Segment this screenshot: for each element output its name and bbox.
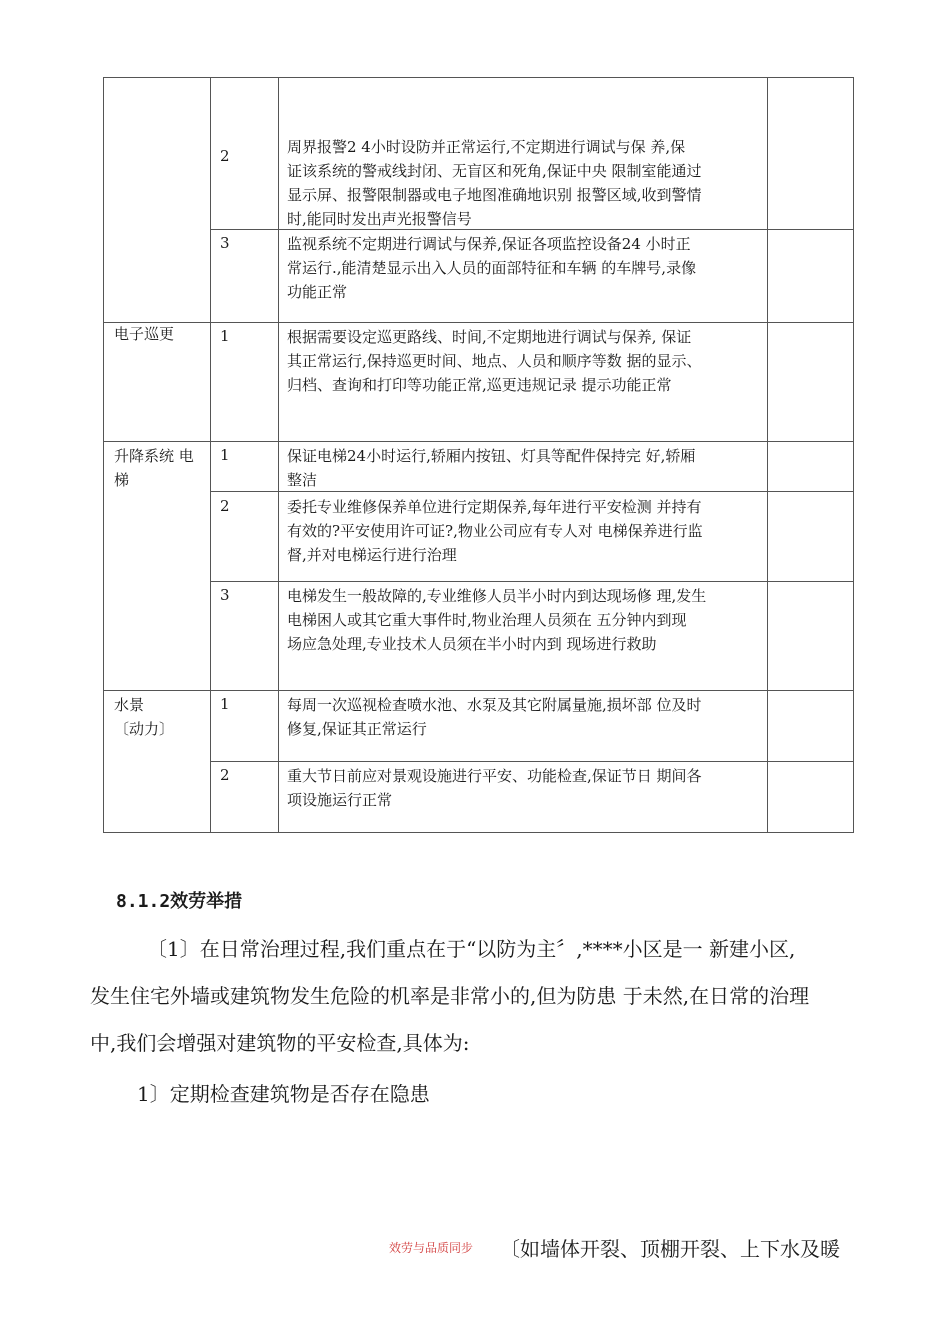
row-content: 每周一次巡视检查喷水池、水泵及其它附属量施,损坏部 位及时 修复,保证其正常运行	[287, 696, 702, 738]
row-number: 1	[220, 695, 230, 713]
row-divider	[103, 690, 854, 691]
table-border-left	[103, 77, 104, 833]
row-number: 2	[220, 147, 230, 165]
column-divider	[278, 77, 279, 833]
row-number: 2	[220, 497, 230, 515]
row-content: 周界报警2 4小时设防并正常运行,不定期进行调试与保 养,保 证该系统的警戒线封闭、无盲区和死角,保证中央 限制室能通过 显示屏、报警限制器或电子地图准确地识别 报警区域,收到警情 时,能同时发出声光报警信号	[287, 138, 702, 228]
table-border-top	[103, 77, 854, 78]
table-border-bottom	[103, 832, 854, 833]
service-standards-table	[103, 77, 854, 833]
row-category: 电子巡更	[114, 325, 175, 343]
row-content: 监视系统不定期进行调试与保养,保证各项监控设备24 小时正 常运行.,能清楚显示出入人员的面部特征和车辆 的车牌号,录像 功能正常	[287, 235, 697, 301]
row-divider	[103, 322, 854, 323]
row-content: 重大节日前应对景观设施进行平安、功能检查,保证节日 期间各 项设施运行正常	[287, 767, 702, 809]
table-border-right	[853, 77, 854, 833]
list-item: 1〕定期检查建筑物是否存在隐患	[137, 1082, 430, 1106]
row-divider	[103, 441, 854, 442]
row-content: 电梯发生一般故障的,专业维修人员半小时内到达现场修 理,发生 电梯困人或其它重大事件时,物业治理人员须在 五分钟内到现 场应急处理,专业技术人员须在半小时内到 现场进行救助	[287, 587, 707, 653]
column-divider	[210, 77, 211, 833]
row-content: 委托专业维修保养单位进行定期保养,每年进行平安检测 并持有 有效的?平安使用许可证?,物业公司应有专人对 电梯保养进行监 督,并对电梯运行进行治理	[287, 498, 703, 564]
row-number: 1	[220, 327, 230, 345]
row-category: 升降系统 电 梯	[114, 447, 194, 489]
row-content: 保证电梯24小时运行,轿厢内按钮、灯具等配件保持完 好,轿厢 整洁	[287, 447, 696, 489]
row-divider	[210, 581, 854, 582]
footer-text: 〔如墙体开裂、顶棚开裂、上下水及暖	[500, 1237, 840, 1261]
column-divider	[767, 77, 768, 833]
row-content: 根据需要设定巡更路线、时间,不定期地进行调试与保养, 保证 其正常运行,保持巡更时间、地点、人员和顺序等数 据的显示、 归档、查询和打印等功能正常,巡更违规记录 提示功能正常	[287, 328, 702, 394]
section-heading: 8.1.2效劳举措	[116, 891, 243, 912]
row-category: 水景 〔动力〕	[114, 696, 175, 738]
paragraph-line: 〔1〕在日常治理过程,我们重点在于“以防为主〞,****小区是一 新建小区,	[147, 937, 796, 961]
row-number: 1	[220, 446, 230, 464]
row-number: 3	[220, 586, 230, 604]
paragraph-line: 中,我们会增强对建筑物的平安检查,具体为:	[90, 1031, 470, 1055]
footer-label: 效劳与品质同步	[389, 1241, 474, 1255]
row-divider	[210, 761, 854, 762]
paragraph-line: 发生住宅外墙或建筑物发生危险的机率是非常小的,但为防患 于未然,在日常的治理	[90, 984, 810, 1008]
row-number: 3	[220, 234, 230, 252]
row-number: 2	[220, 766, 230, 784]
